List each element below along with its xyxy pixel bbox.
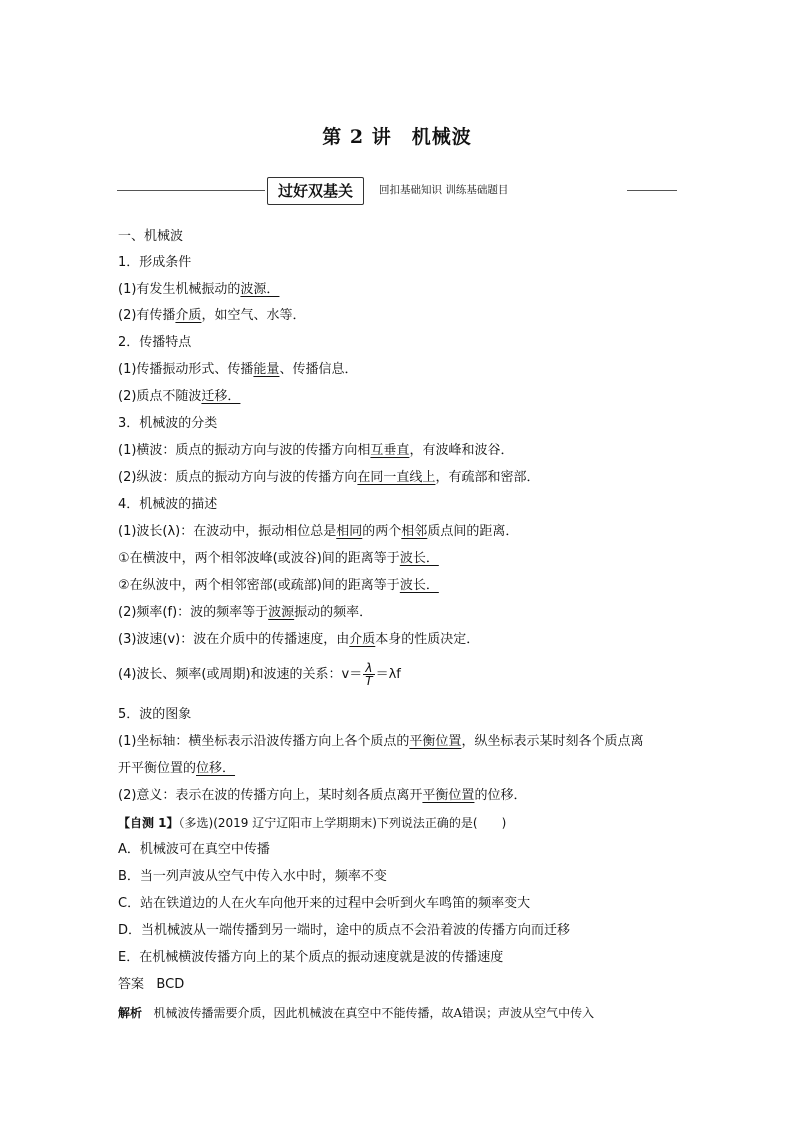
item-heading-propagation: 2．传播特点: [118, 335, 192, 350]
graph-axes-line1: (1)坐标轴：横坐标表示沿波传播方向上各个质点的平衡位置，纵坐标表示某时刻各个质点离: [118, 734, 644, 749]
frequency-def: (2)频率(f)：波的频率等于波源振动的频率．: [118, 605, 373, 620]
wavelength-def: (1)波长(λ)：在波动中，振动相位总是相同的两个相邻质点间的距离．: [118, 524, 519, 539]
wavelength-longitudinal: ②在纵波中，两个相邻密部(或疏部)间的距离等于波长．: [118, 578, 439, 593]
option-b: B．当一列声波从空气中传入水中时，频率不变: [118, 869, 387, 884]
page-title: 第 2 讲 机械波: [322, 126, 472, 148]
option-a: A．机械波可在真空中传播: [118, 842, 270, 857]
explanation-line: 解析 机械波传播需要介质，因此机械波在真空中不能传播，故A错误；声波从空气中传入: [118, 1006, 595, 1020]
propagation-feature-1: (1)传播振动形式、传播能量、传播信息．: [118, 362, 358, 377]
item-heading-graph: 5．波的图象: [118, 707, 192, 722]
banner-right-rule: [627, 190, 677, 191]
graph-meaning: (2)意义：表示在波的传播方向上，某时刻各质点离开平衡位置的位移．: [118, 788, 527, 803]
banner-left-rule: [117, 190, 265, 191]
option-e: E．在机械横波传播方向上的某个质点的振动速度就是波的传播速度: [118, 950, 504, 965]
formation-condition-1: (1)有发生机械振动的波源．: [118, 282, 280, 297]
item-heading-description: 4．机械波的描述: [118, 497, 218, 512]
option-d: D．当机械波从一端传播到另一端时，途中的质点不会沿着波的传播方向而迁移: [118, 923, 571, 938]
formation-condition-2: (2)有传播介质，如空气、水等．: [118, 308, 306, 323]
section-banner: [117, 177, 677, 205]
wavelength-transverse: ①在横波中，两个相邻波峰(或波谷)间的距离等于波长．: [118, 551, 439, 566]
answer-line: 答案 BCD: [118, 977, 185, 992]
banner-subtitle: 回扣基础知识 训练基础题目: [379, 184, 509, 196]
section-heading: 一、机械波: [118, 229, 184, 244]
graph-axes-line2: 开平衡位置的位移．: [118, 761, 236, 776]
item-heading-classification: 3．机械波的分类: [118, 416, 218, 431]
transverse-wave: (1)横波：质点的振动方向与波的传播方向相互垂直，有波峰和波谷．: [118, 443, 514, 458]
banner-badge: 过好双基关: [267, 177, 364, 205]
wave-relation-formula: (4)波长、频率(或周期)和波速的关系：v＝ $\frac{\lambda}{T}$ ＝λf: [118, 661, 401, 688]
formula-fraction: $\frac{\lambda}{T}$: [365, 661, 373, 688]
option-c: C．站在铁道边的人在火车向他开来的过程中会听到火车鸣笛的频率变大: [118, 896, 531, 911]
item-heading-formation: 1．形成条件: [118, 255, 192, 270]
self-test-question: 【自测 1】（多选)(2019 辽宁辽阳市上学期期末)下列说法正确的是( ): [118, 816, 507, 830]
wave-speed-def: (3)波速(v)：波在介质中的传播速度，由介质本身的性质决定．: [118, 632, 480, 647]
propagation-feature-2: (2)质点不随波迁移．: [118, 389, 241, 404]
longitudinal-wave: (2)纵波：质点的振动方向与波的传播方向在同一直线上，有疏部和密部．: [118, 470, 540, 485]
